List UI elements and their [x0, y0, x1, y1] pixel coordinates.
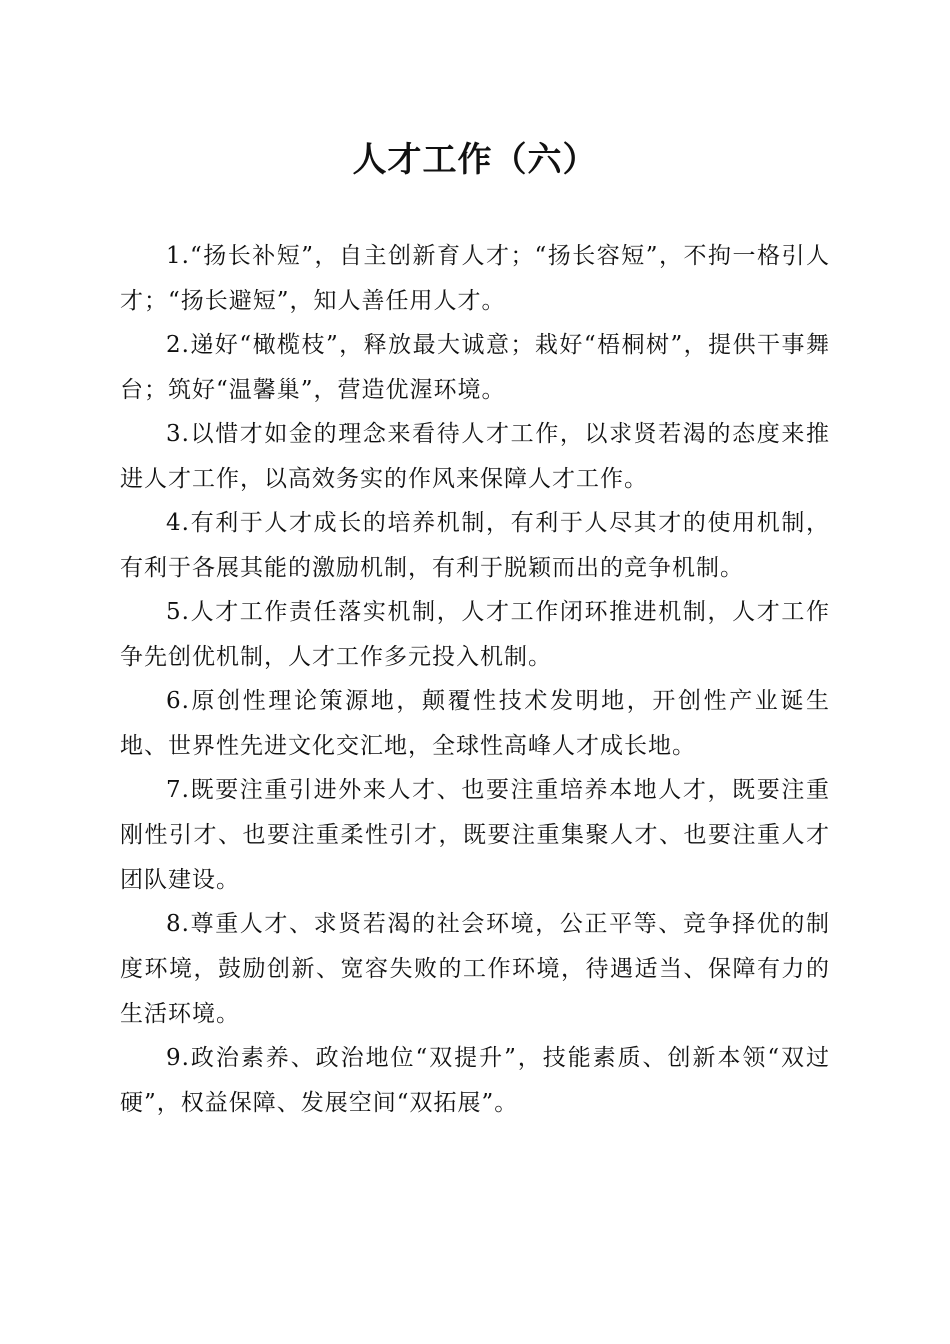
item-number: 5. [166, 599, 190, 625]
item-number: 9. [166, 1045, 190, 1071]
list-item-5 [120, 590, 830, 680]
item-text: 政治素养、政治地位“双提升”，技能素质、创新本领“双过硬”，权益保障、发展空间“双拓展”。 [120, 1045, 830, 1116]
item-text: 人才工作责任落实机制，人才工作闭环推进机制，人才工作争先创优机制，人才工作多元投入机制。 [120, 599, 830, 670]
item-text: “扬长补短”，自主创新育人才；“扬长容短”，不拘一格引人才；“扬长避短”，知人善任用人才。 [120, 243, 830, 314]
list-item-1 [120, 234, 830, 324]
item-text: 原创性理论策源地，颠覆性技术发明地，开创性产业诞生地、世界性先进文化交汇地，全球性高峰人才成长地。 [120, 688, 830, 759]
list-item-7 [120, 768, 830, 903]
item-number: 4. [166, 510, 190, 536]
item-text: 既要注重引进外来人才、也要注重培养本地人才，既要注重刚性引才、也要注重柔性引才，既要注重集聚人才、也要注重人才团队建设。 [120, 777, 830, 893]
item-text: 尊重人才、求贤若渴的社会环境，公正平等、竞争择优的制度环境，鼓励创新、宽容失败的工作环境，待遇适当、保障有力的生活环境。 [120, 911, 830, 1027]
list-item-2 [120, 323, 830, 413]
item-number: 1. [166, 243, 190, 269]
item-text: 递好“橄榄枝”，释放最大诚意；栽好“梧桐树”，提供干事舞台；筑好“温馨巢”，营造优渥环境。 [120, 332, 830, 403]
list-item-4 [120, 501, 830, 591]
list-item-8 [120, 902, 830, 1037]
list-item-9 [120, 1036, 830, 1126]
item-text: 以惜才如金的理念来看待人才工作，以求贤若渴的态度来推进人才工作，以高效务实的作风来保障人才工作。 [120, 421, 830, 492]
page-title: 人才工作（六） [352, 140, 598, 180]
item-number: 3. [166, 421, 190, 447]
list-item-6 [120, 679, 830, 769]
item-text: 有利于人才成长的培养机制，有利于人尽其才的使用机制，有利于各展其能的激励机制，有利于脱颖而出的竞争机制。 [120, 510, 830, 581]
item-list [120, 234, 830, 1126]
item-number: 8. [166, 911, 190, 937]
item-number: 2. [166, 332, 190, 358]
item-number: 7. [166, 777, 190, 803]
list-item-3 [120, 412, 830, 502]
item-number: 6. [166, 688, 190, 714]
